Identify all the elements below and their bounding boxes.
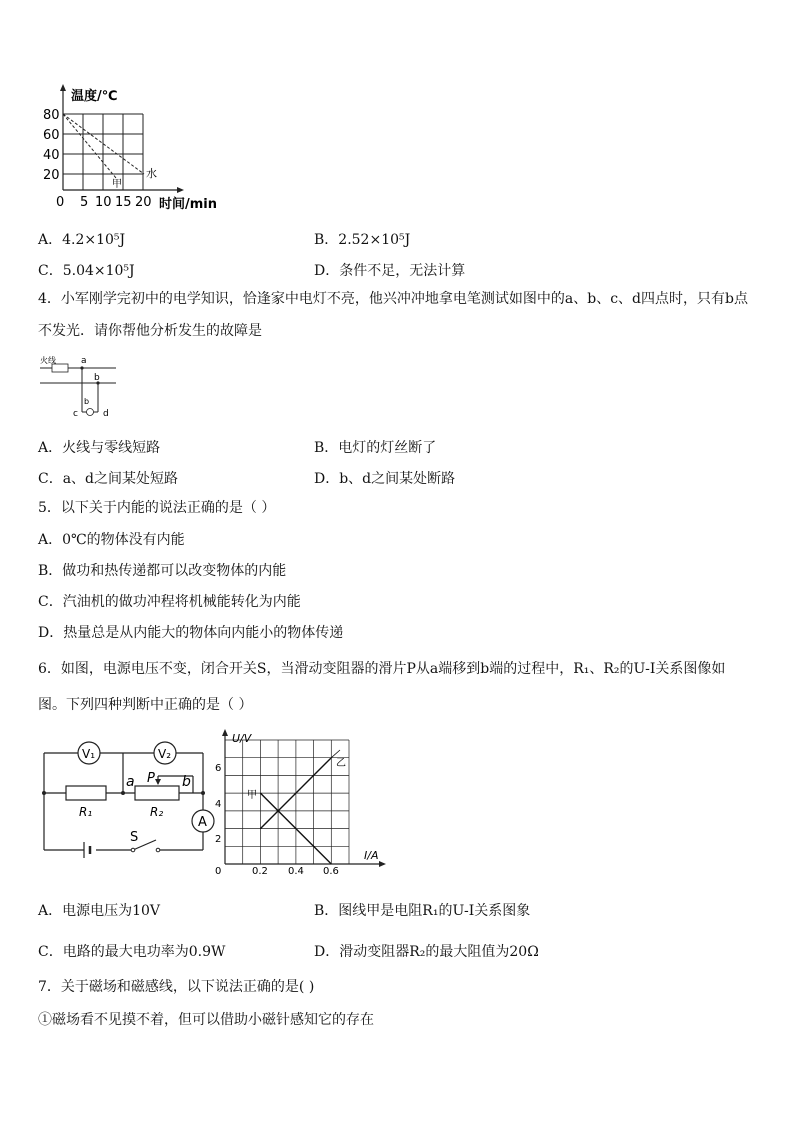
q4-option-b: B．电灯的灯丝断了 — [314, 440, 437, 456]
ammeter-label: A — [198, 815, 207, 830]
label-c: c — [73, 409, 78, 419]
y-axis-label: U/V — [232, 732, 252, 745]
q6-option-c: C．电路的最大电功率为0.9W — [38, 944, 226, 960]
x-axis-label: 时间/min — [159, 197, 218, 212]
voltmeter-v1-label: V₁ — [82, 747, 96, 761]
line-label-yi: 乙 — [336, 758, 346, 769]
q5-option-a: A．0℃的物体没有内能 — [38, 532, 185, 548]
q7-stem: 7．关于磁场和磁感线，以下说法正确的是( ) — [38, 979, 315, 995]
q6-option-a: A．电源电压为10V — [38, 903, 161, 919]
q3-option-a: A．4.2×10⁵J — [38, 232, 126, 248]
label-p: P — [147, 771, 155, 786]
q5-option-d: D．热量总是从内能大的物体向内能小的物体传递 — [38, 625, 344, 641]
y-tick: 40 — [43, 148, 60, 163]
label-a: a — [126, 774, 135, 790]
q6-option-d: D．滑动变阻器R₂的最大阻值为20Ω — [314, 944, 539, 960]
y-tick: 60 — [43, 128, 60, 143]
label-b: b — [94, 373, 100, 383]
label-fire-wire: 火线 — [40, 356, 56, 365]
y-axis-label: 温度/℃ — [71, 89, 118, 104]
q5-stem: 5．以下关于内能的说法正确的是（ ） — [38, 500, 276, 516]
q6-stem-line1: 6．如图，电源电压不变，闭合开关S，当滑动变阻器的滑片P从a端移到b端的过程中，R₁、R₂的U-I关系图像如 — [38, 661, 726, 677]
x-tick: 0.4 — [288, 866, 304, 876]
label-d: d — [103, 409, 109, 419]
label-r2: R₂ — [150, 805, 164, 819]
y-tick: 4 — [215, 799, 222, 810]
q4-option-a: A．火线与零线短路 — [38, 440, 161, 456]
x-tick: 15 — [115, 195, 132, 210]
ui-graph — [212, 728, 392, 876]
x-tick: 10 — [95, 195, 112, 210]
q4-option-c: C．a、d之间某处短路 — [38, 471, 179, 487]
y-tick: 80 — [43, 108, 60, 123]
x-tick: 20 — [135, 195, 152, 210]
label-s: S — [130, 830, 139, 845]
q6-option-b: B．图线甲是电阻R₁的U-I关系图象 — [314, 903, 531, 919]
temperature-time-graph — [38, 84, 238, 214]
q5-option-b: B．做功和热传递都可以改变物体的内能 — [38, 563, 287, 579]
q6-stem-line2: 图。下列四种判断中正确的是（ ） — [38, 697, 253, 713]
q4-stem-line1: 4．小军刚学完初中的电学知识，恰逢家中电灯不亮，他兴冲冲地拿电笔测试如图中的a、b、c、d四点时，只有b点 — [38, 291, 748, 307]
y-tick: 20 — [43, 168, 60, 183]
label-r1: R₁ — [79, 805, 93, 819]
line-label-jia: 甲 — [112, 179, 122, 190]
q4-stem-line2: 不发光．请你帮他分析发生的故障是 — [38, 323, 262, 339]
q3-option-d: D．条件不足，无法计算 — [314, 263, 466, 279]
x-tick: 0.6 — [323, 866, 339, 876]
voltmeter-v2-label: V₂ — [158, 747, 172, 761]
label-b-lower: b — [84, 397, 90, 406]
label-b: b — [182, 774, 191, 790]
x-tick: 0.2 — [252, 866, 268, 876]
x-tick: 0 — [215, 866, 222, 876]
line-label-jia: 甲 — [247, 790, 257, 801]
wiring-diagram — [38, 352, 118, 422]
q7-item-1: ①磁场看不见摸不着，但可以借助小磁针感知它的存在 — [38, 1012, 374, 1028]
x-axis-label: I/A — [364, 849, 379, 862]
q3-option-c: C．5.04×10⁵J — [38, 263, 135, 279]
y-tick: 2 — [215, 834, 222, 845]
q3-option-b: B．2.52×10⁵J — [314, 232, 411, 248]
label-a: a — [81, 356, 87, 366]
y-tick: 6 — [215, 763, 222, 774]
circuit-diagram — [38, 738, 218, 868]
q4-option-d: D．b、d之间某处断路 — [314, 471, 456, 487]
q5-option-c: C．汽油机的做功冲程将机械能转化为内能 — [38, 594, 301, 610]
x-tick: 5 — [80, 195, 89, 210]
line-label-shui: 水 — [146, 167, 157, 180]
x-tick: 0 — [56, 195, 65, 210]
